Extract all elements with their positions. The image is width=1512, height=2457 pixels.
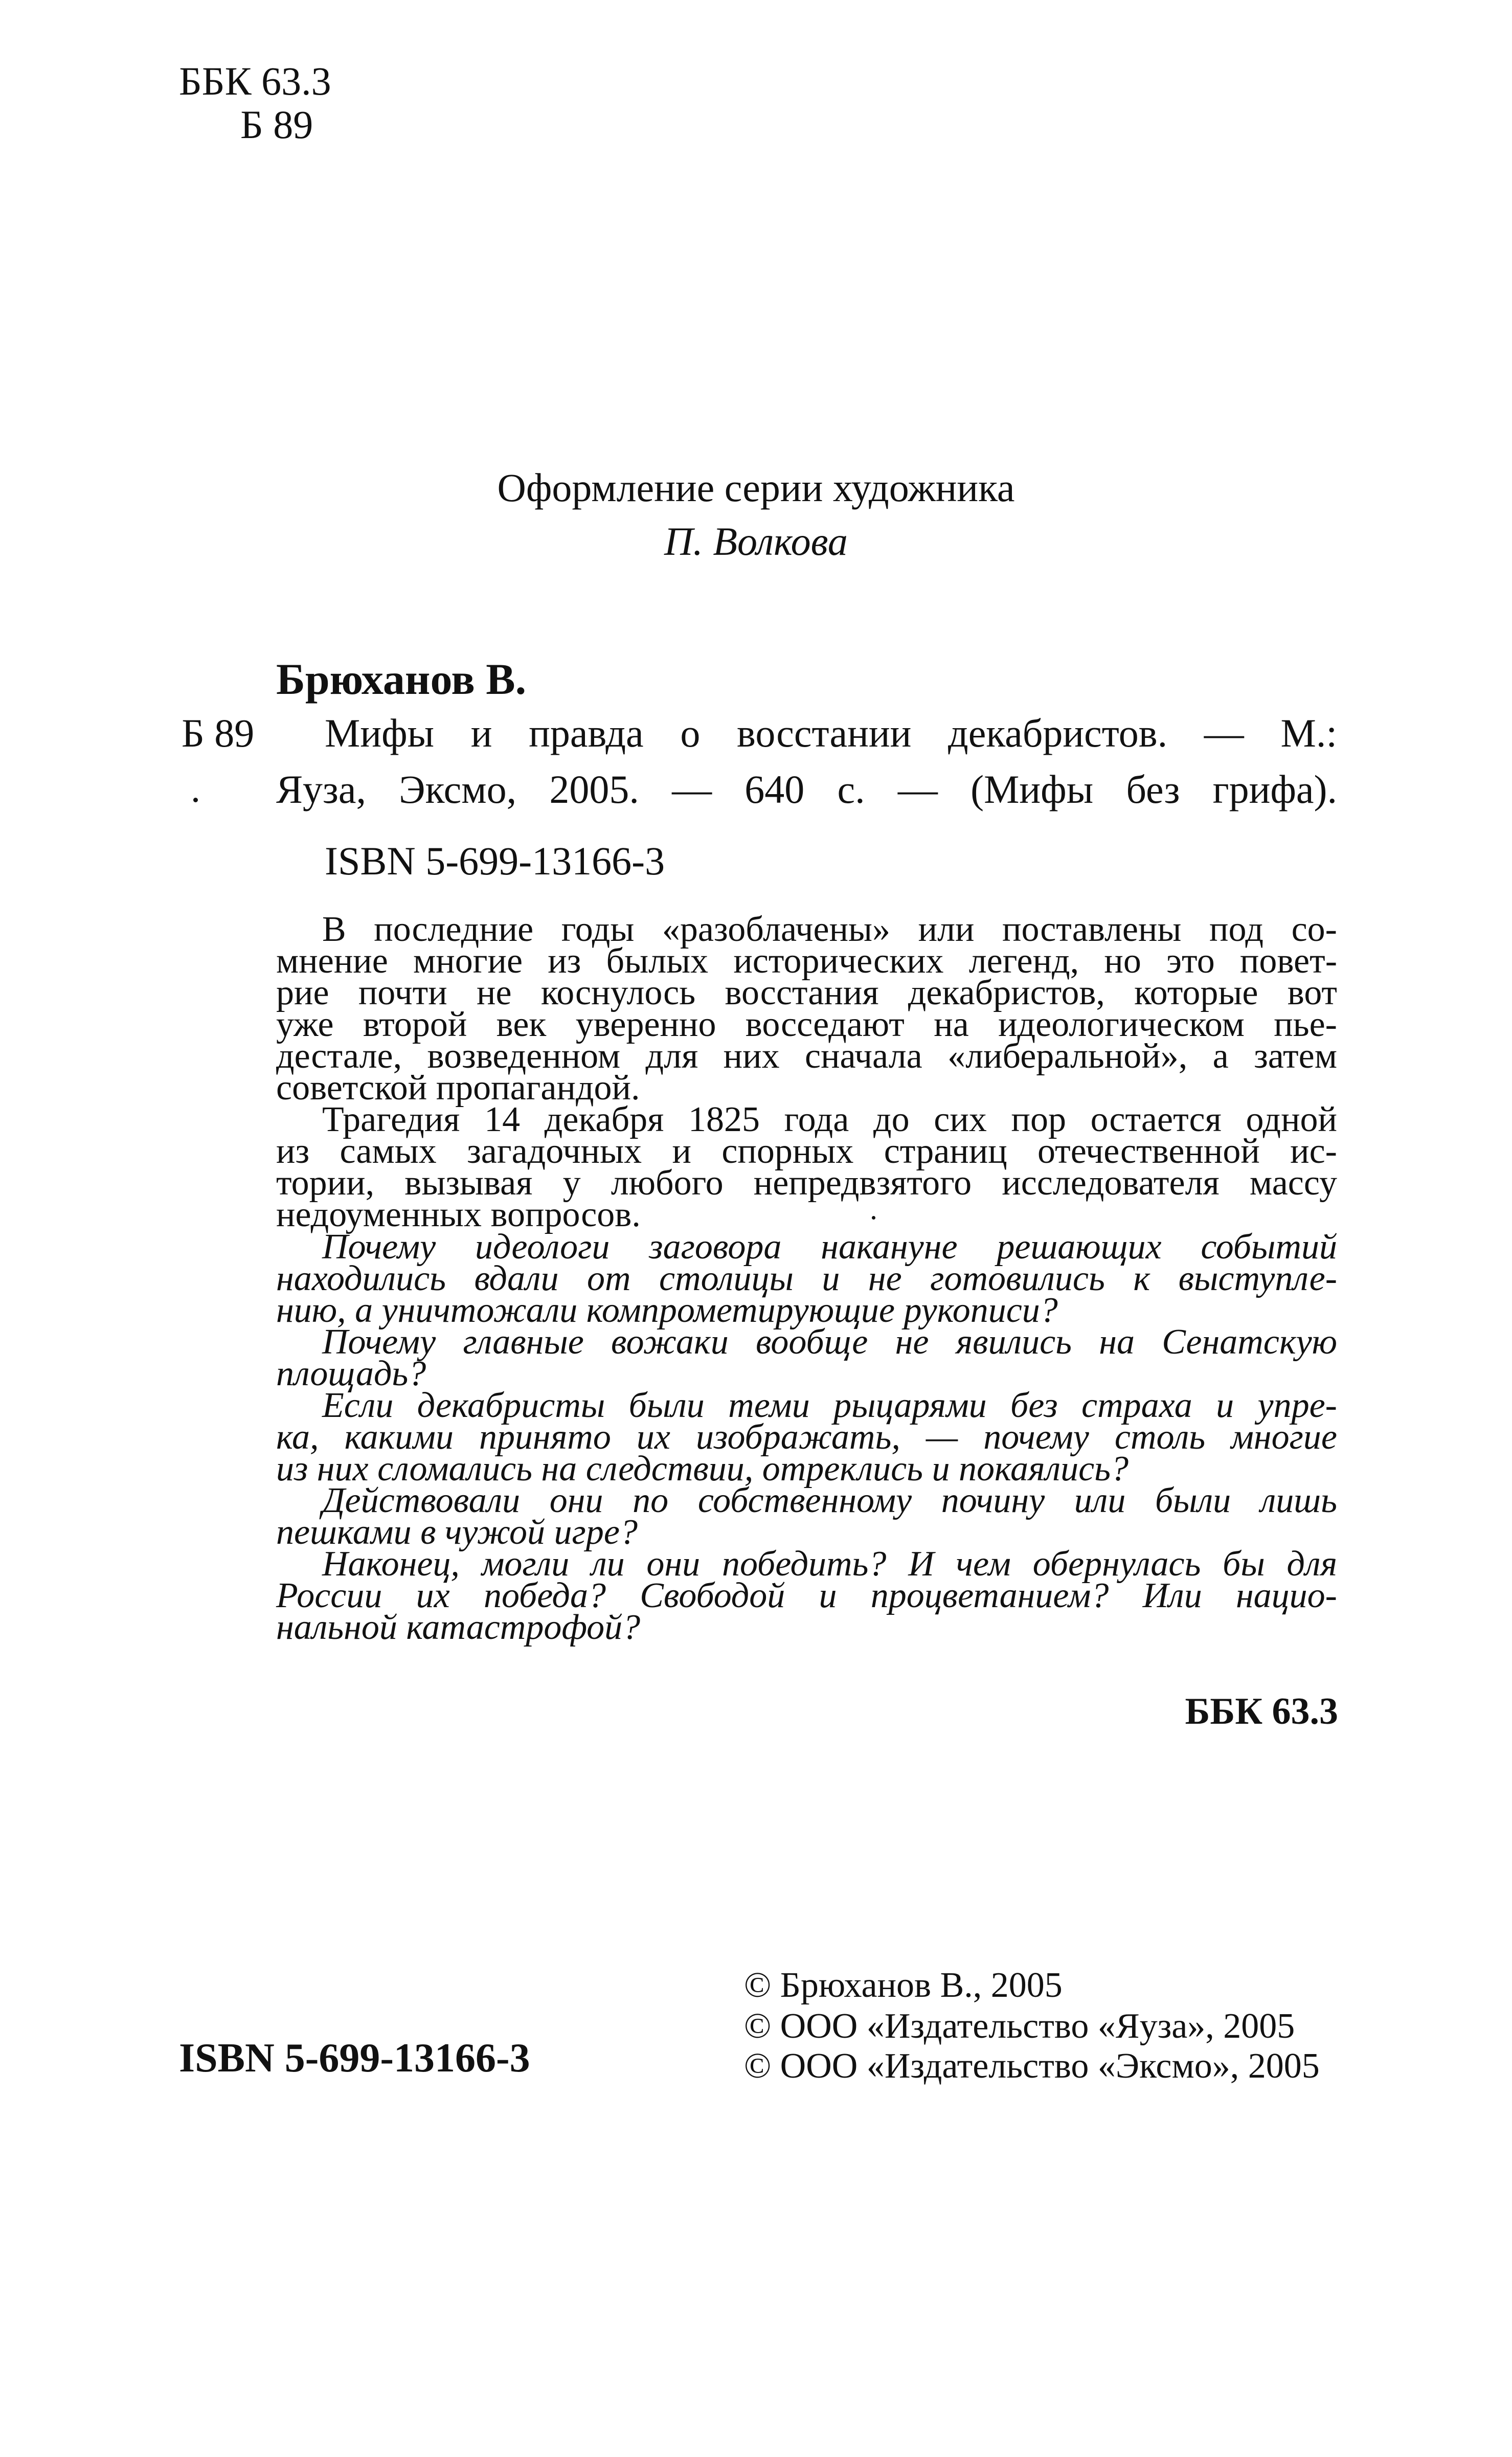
bbk-code-top: ББК 63.3 [179,59,331,103]
isbn-bottom: ISBN 5-699-13166-3 [179,2036,530,2081]
annotation-line: Трагедия 14 декабря 1825 года до сих пор остается одной [322,1100,1337,1139]
copyright-author: © Брюханов В., 2005 [744,1966,1063,2005]
catalog-mark: Б 89 [182,711,255,755]
copyright-yauza: © ООО «Издательство «Яуза», 2005 [744,2007,1295,2046]
question-line: Почему главные вожаки вообще не явились на Сенатскую [322,1322,1337,1362]
question-line: нальной катастрофой? [276,1608,641,1647]
annotation-line: недоуменных вопросов. [276,1195,641,1234]
question-line: России их победа? Свободой и процветанием? Или нацио- [276,1576,1337,1615]
bbk-code-bottom: ББК 63.3 [1185,1690,1338,1732]
question-line: из них сломались на следствии, отреклись и покаялись? [276,1449,1129,1489]
annotation-line: дестале, возведенном для них сначала «либеральной», а затем [276,1036,1337,1076]
annotation-line: рие почти не коснулось восстания декабристов, которые вот [276,973,1337,1012]
question-line: Почему идеологи заговора накануне решающих событий [322,1227,1337,1267]
series-artist-name: П. Волкова [664,519,848,563]
series-design-credit: Оформление серии художника [497,465,1015,510]
question-line: Если декабристы были теми рыцарями без страха и упре- [322,1386,1337,1425]
annotation-line: из самых загадочных и спорных страниц отечественной ис- [276,1132,1337,1171]
annotation-line: уже второй век уверенно восседают на идеологическом пье- [276,1005,1337,1044]
question-line: Наконец, могли ли они победить? И чем обернулась бы для [322,1544,1337,1584]
question-line: ка, какими принято их изображать, — почему столь многие [276,1417,1337,1457]
catalog-title-line1: Мифы и правда о восстании декабристов. — М.: [325,711,1337,755]
question-line: площадь? [276,1354,426,1393]
catalog-author: Брюханов В. [276,655,527,704]
question-line: пешками в чужой игре? [276,1513,638,1552]
question-line: нию, а уничтожали компрометирующие рукописи? [276,1291,1058,1330]
stray-dot [872,1216,875,1220]
margin-dot [193,798,198,802]
annotation-line: мнение многие из былых исторических легенд, но это повет- [276,941,1337,981]
copyright-eksmo: © ООО «Издательство «Эксмо», 2005 [744,2046,1320,2086]
annotation-line: В последние годы «разоблачены» или поставлены под со- [322,910,1337,949]
annotation-line: советской пропагандой. [276,1068,640,1108]
catalog-title-line2: Яуза, Эксмо, 2005. — 640 с. — (Мифы без грифа). [276,767,1337,812]
author-mark-top: Б 89 [240,102,313,147]
question-line: Действовали они по собственному почину или были лишь [322,1481,1337,1520]
catalog-isbn: ISBN 5-699-13166-3 [325,839,665,883]
annotation-line: тории, вызывая у любого непредвзятого исследователя массу [276,1163,1337,1203]
question-line: находились вдали от столицы и не готовились к выступле- [276,1259,1337,1298]
